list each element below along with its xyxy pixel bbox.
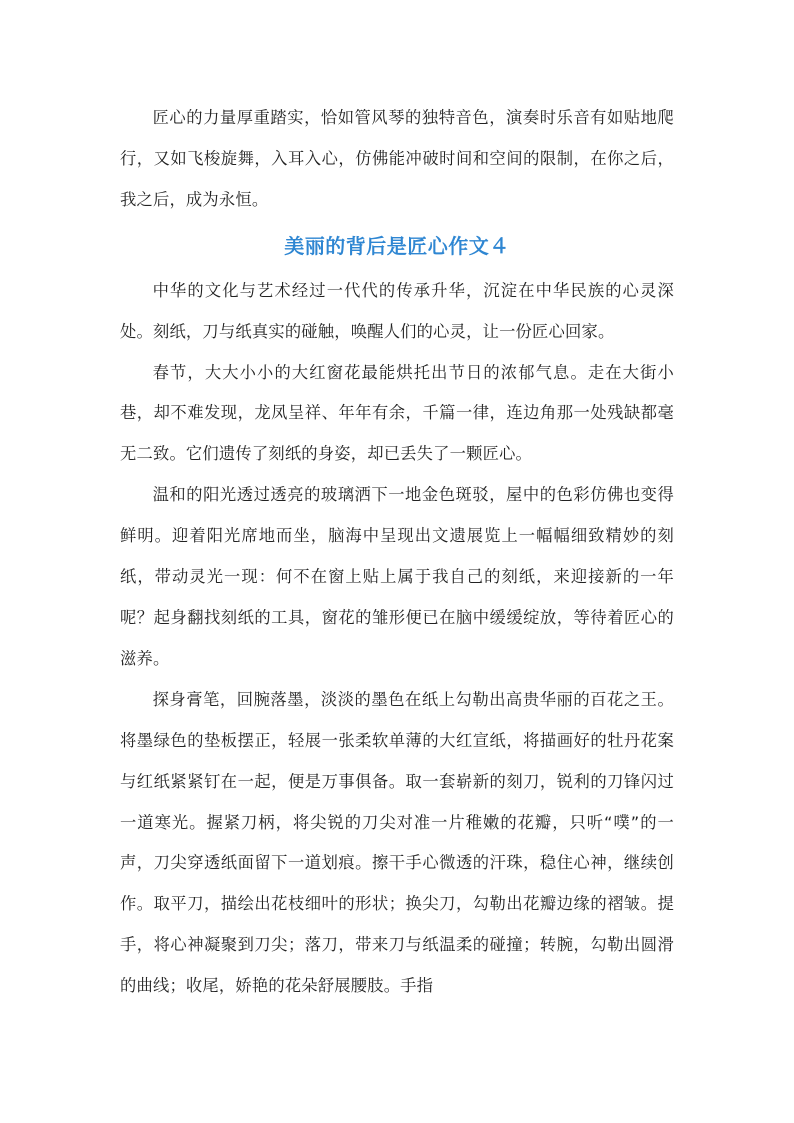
intro-paragraph: 匠心的力量厚重踏实，恰如管风琴的独特音色，演奏时乐音有如贴地爬行，又如飞梭旋舞，入耳入心，仿佛能冲破时间和空间的限制，在你之后，我之后，成为永恒。 bbox=[120, 108, 674, 209]
body-paragraph: 温和的阳光透过透亮的玻璃洒下一地金色斑驳，屋中的色彩仿佛也变得鲜明。迎着阳光席地而坐，脑海中呈现出文遗展览上一幅幅细致精妙的刻纸，带动灵光一现：何不在窗上贴上属于我自己的刻纸，来迎接新的一年呢？起身翻找刻纸的工具，窗花的雏形便已在脑中缓缓绽放，等待着匠心的滋养。 bbox=[120, 485, 674, 668]
body-paragraph: 中华的文化与艺术经过一代代的传承升华，沉淀在中华民族的心灵深处。刻纸，刀与纸真实的碰触，唤醒人们的心灵，让一份匠心回家。 bbox=[120, 280, 674, 341]
document-body bbox=[120, 98, 674, 1007]
body-paragraph: 春节，大大小小的大红窗花最能烘托出节日的浓郁气息。走在大街小巷，却不难发现，龙凤呈祥、年年有余，千篇一律，连边角那一处残缺都毫无二致。它们遗传了刻纸的身姿，却已丢失了一颗匠心。 bbox=[120, 362, 674, 464]
essay-title: 美丽的背后是匠心作文４ bbox=[284, 233, 510, 258]
body-paragraph: 探身膏笔，回腕落墨，淡淡的墨色在纸上勾勒出高贵华丽的百花之王。将墨绿色的垫板摆正，轻展一张柔软单薄的大红宣纸，将描画好的牡丹花案与红纸紧紧钉在一起，便是万事俱备。取一套崭新的刻刀，锐利的刀锋闪过一道寒光。握紧刀柄，将尖锐的刀尖对准一片稚嫩的花瓣，只听“噗”的一声，刀尖穿透纸面留下一道划痕。擦干手心微透的汗珠，稳住心神，继续创作。取平刀，描绘出花枝细叶的形状；换尖刀，勾勒出花瓣边缘的褶皱。提手，将心神凝聚到刀尖；落刀，带来刀与纸温柔的碰撞；转腕，勾勒出圆滑的曲线；收尾，娇艳的花朵舒展腰肢。手指 bbox=[120, 689, 674, 996]
